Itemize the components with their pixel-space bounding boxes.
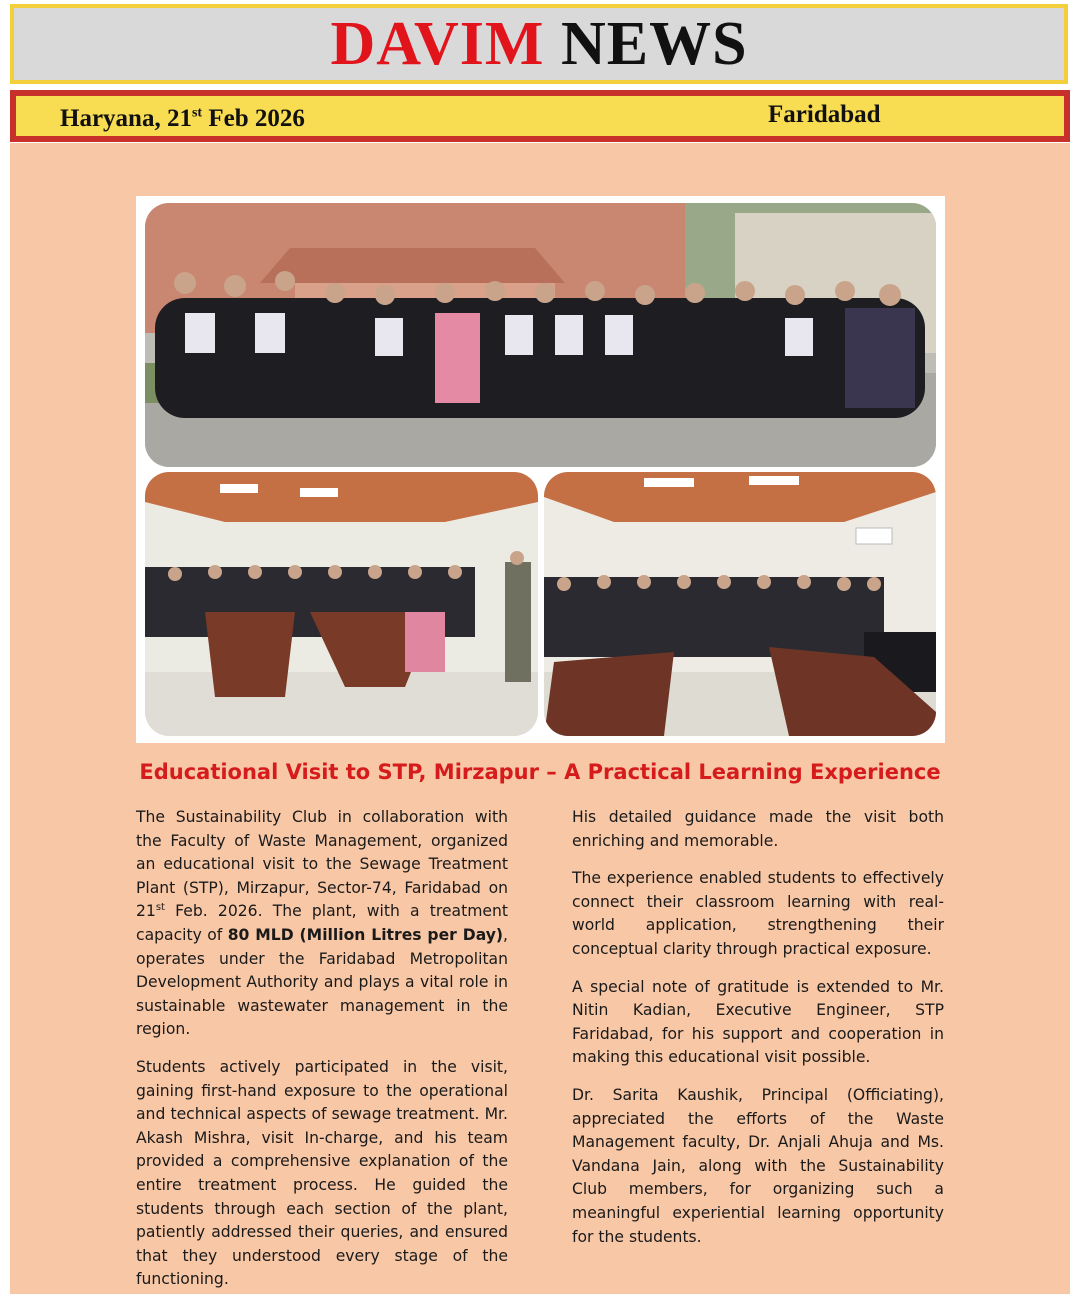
article-paragraph: The experience enabled students to effectively connect their classroom learning with real-world application, strengthening their conceptual clarity through practical exposure.: [572, 869, 944, 958]
article-paragraph: His detailed guidance made the visit both enriching and memorable.: [572, 808, 944, 850]
dateline-bar: [10, 90, 1070, 142]
masthead: [10, 4, 1068, 84]
conference-room-photo-left: [145, 472, 538, 736]
title-red-part: DAVIM: [330, 10, 545, 78]
group-photo-outdoor: [145, 203, 936, 467]
location-date: Haryana, 21st Feb 2026: [60, 105, 305, 132]
article-headline: Educational Visit to STP, Mirzapur – A Practical Learning Experience: [139, 760, 941, 784]
article-paragraph: A special note of gratitude is extended to Mr. Nitin Kadian, Executive Engineer, STP Faridabad, for his support and cooperation in making this educational visit possible.: [572, 977, 944, 1067]
article-column-right: [572, 806, 944, 1263]
title-black-part: NEWS: [560, 10, 748, 78]
city-label: Faridabad: [768, 101, 881, 128]
newspaper-title: [330, 10, 748, 78]
article-paragraph: Dr. Sarita Kaushik, Principal (Officiating), appreciated the efforts of the Waste Management faculty, Dr. Anjali Ahuja and Ms. Vandana Jain, along with the Sustainability Club members, for organizing such a meaningful experiential learning opportunity for the students.: [572, 1085, 944, 1246]
article-column-left: [136, 806, 508, 1306]
article-paragraph: Students actively participated in the visit, gaining first-hand exposure to the operational and technical aspects of sewage treatment. Mr. Akash Mishra, visit In-charge, and his team provided a comprehensive explanation of the entire treatment process. He guided the students through each section of the plant, patiently addressed their queries, and ensured that they understood every stage of the functioning.: [136, 1057, 508, 1289]
photo-collage: [136, 196, 945, 743]
article-paragraph: The Sustainability Club in collaboration with the Faculty of Waste Management, organized an educational visit to the Sewage Treatment Plant (STP), Mirzapur, Sector-74, Faridabad on 21st Feb. 2026. The plant, with a treatment capacity of 80 MLD (Million Litres per Day), operates under the Faridabad Metropolitan Development Authority and plays a vital role in sustainable wastewater management in the region.: [136, 808, 508, 1039]
conference-room-photo-right: [544, 472, 936, 736]
